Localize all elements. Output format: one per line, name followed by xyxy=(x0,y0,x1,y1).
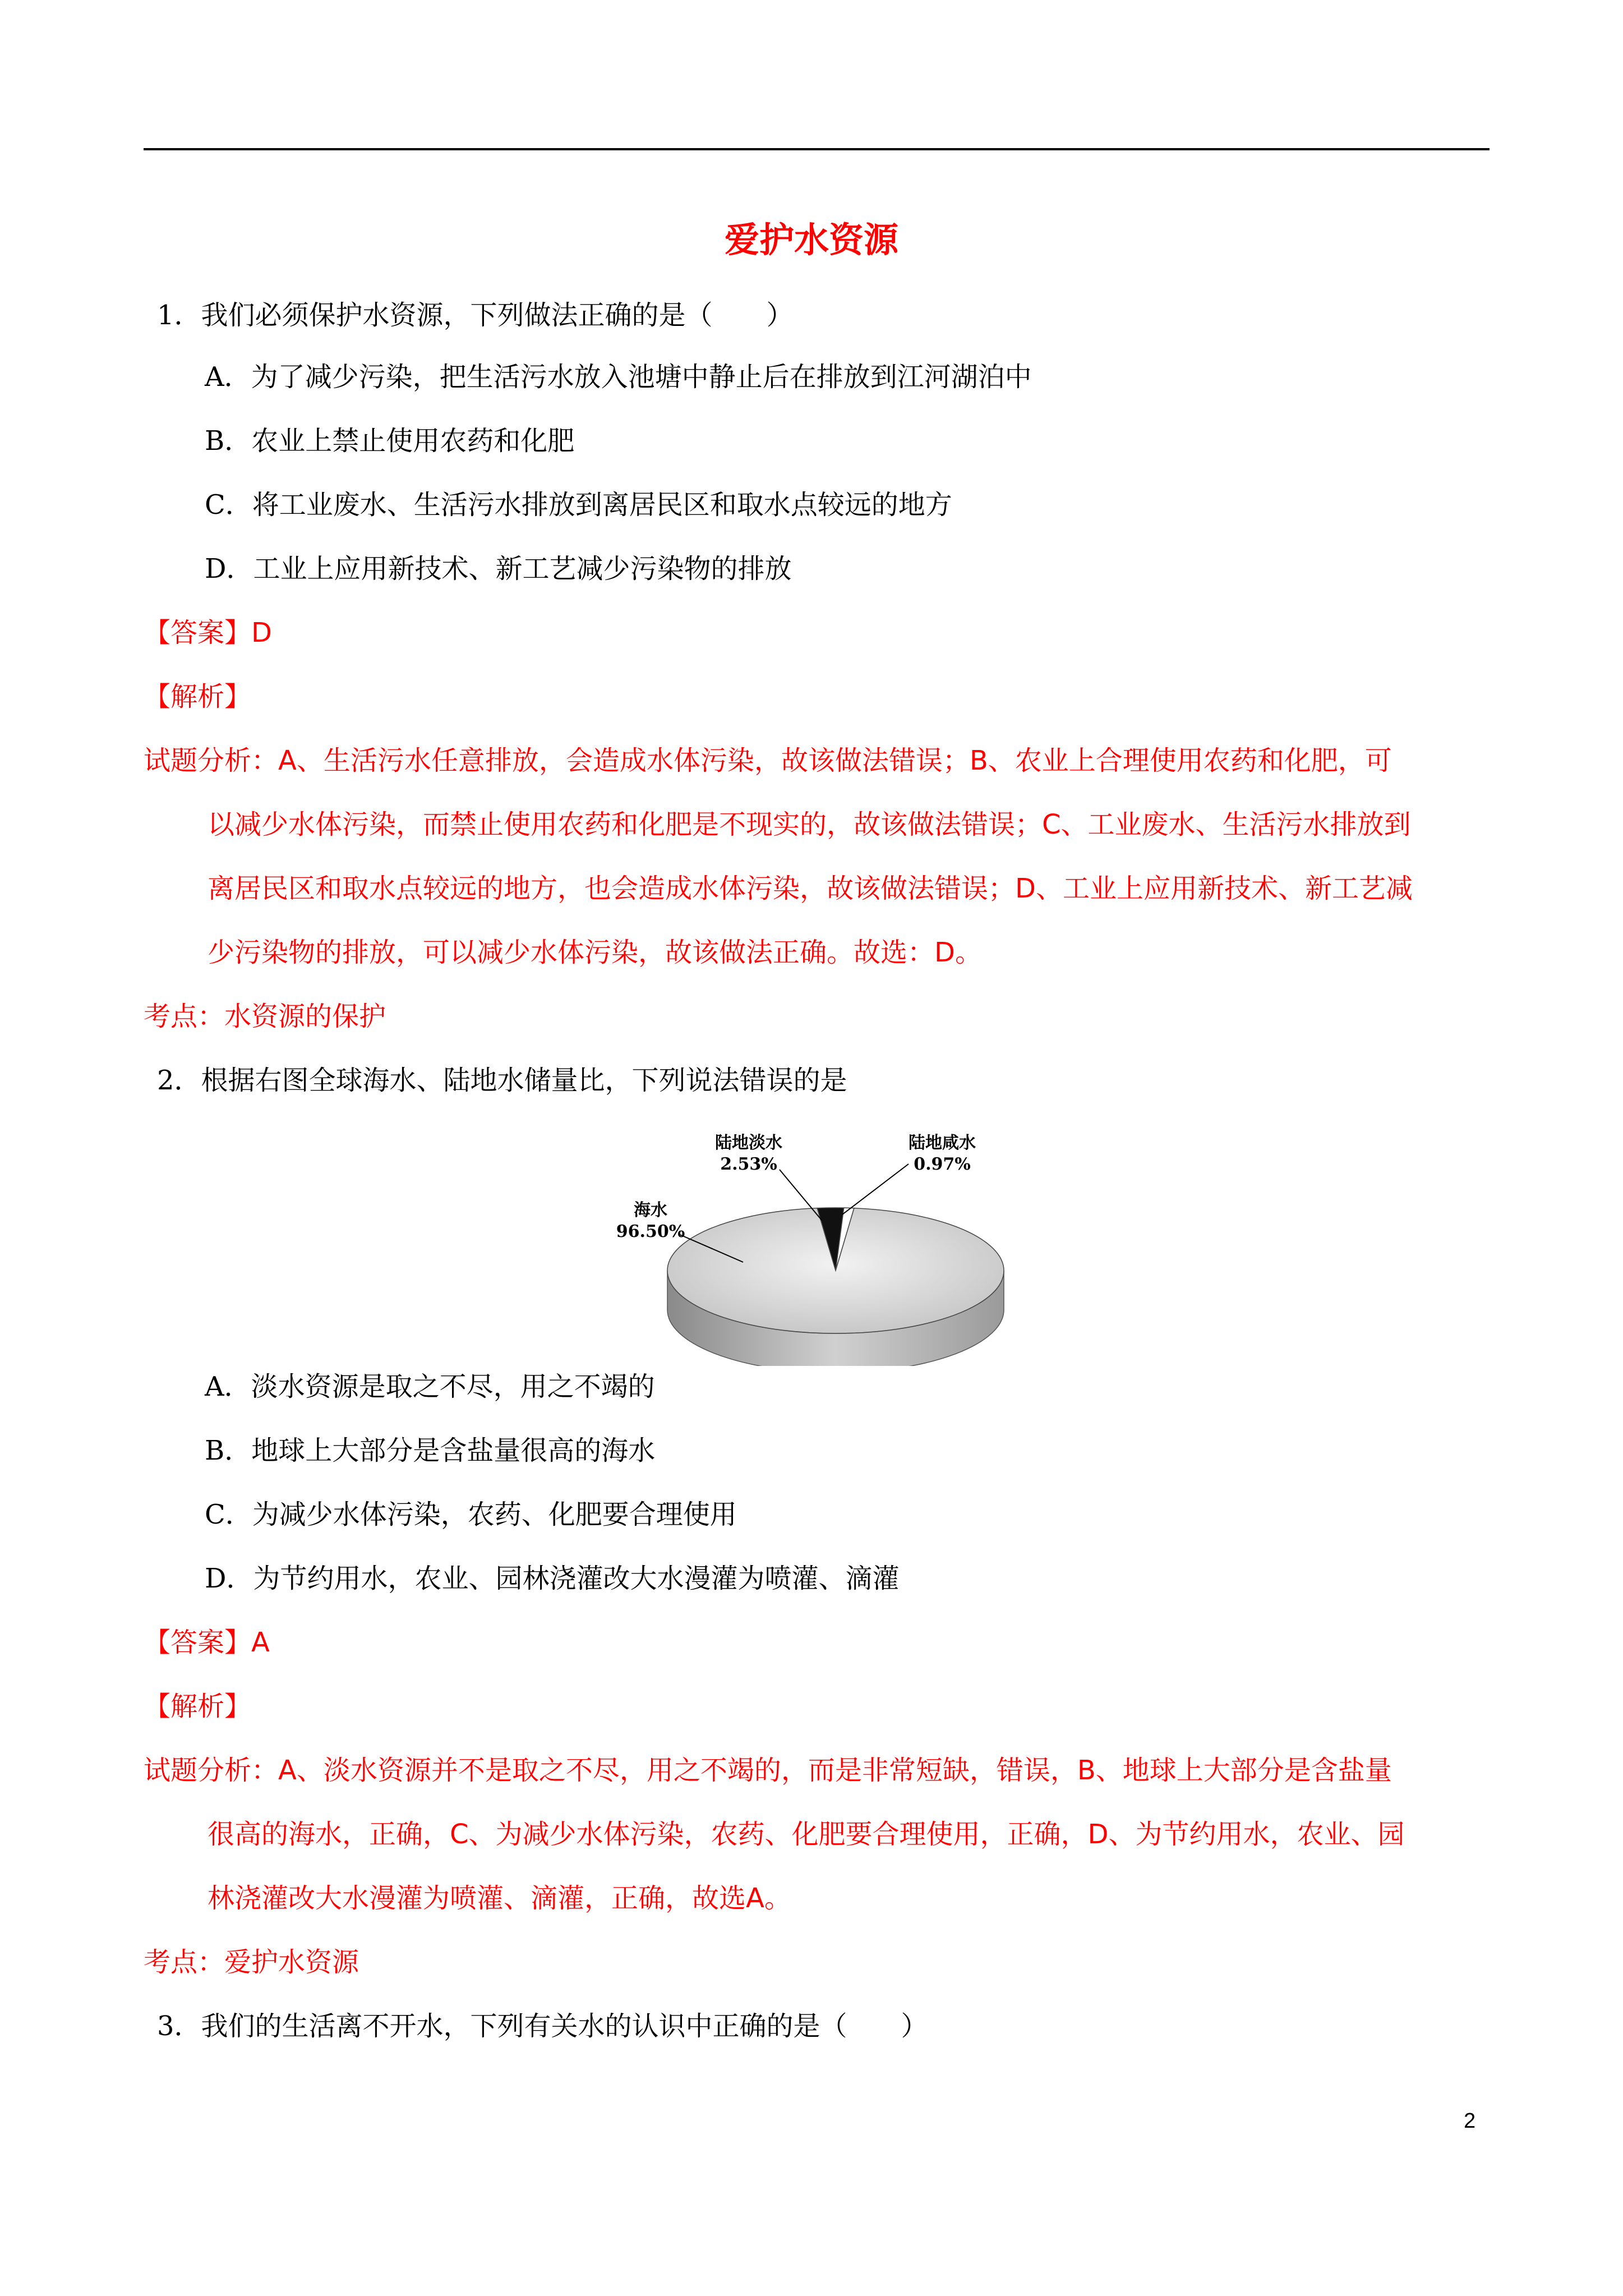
question-1-option-a: A．为了减少污染，把生活污水放入池塘中静止后在排放到江河湖泊中 xyxy=(205,361,1032,393)
question-2-stem: 2．根据右图全球海水、陆地水储量比，下列说法错误的是 xyxy=(157,1065,847,1096)
pie-top xyxy=(667,1208,1004,1333)
question-2-analysis-label: 【解析】 xyxy=(144,1691,252,1722)
question-1-stem: 1．我们必须保护水资源，下列做法正确的是（ ） xyxy=(157,300,794,331)
question-3-stem: 3．我们的生活离不开水，下列有关水的认识中正确的是（ ） xyxy=(157,2010,928,2042)
question-1-analysis-label: 【解析】 xyxy=(144,681,252,712)
question-2-option-d: D．为节约用水，农业、园林浇灌改大水漫灌为喷灌、滴灌 xyxy=(205,1563,900,1594)
answer-value: A xyxy=(251,1627,270,1658)
pie-label: 陆地淡水 xyxy=(715,1133,782,1153)
question-2-analysis-line: 很高的海水，正确，C、为减少水体污染，农药、化肥要合理使用，正确，D、为节约用水，农业、园 xyxy=(208,1819,1405,1850)
pie-label: 0.97% xyxy=(914,1154,971,1174)
question-1-option-c: C．将工业废水、生活污水排放到离居民区和取水点较远的地方 xyxy=(205,489,952,521)
page-number: 2 xyxy=(1464,2109,1476,2133)
question-1-option-d: D．工业上应用新技术、新工艺减少污染物的排放 xyxy=(205,553,792,585)
question-2-answer xyxy=(0,1625,1623,1660)
question-1-option-b: B．农业上禁止使用农药和化肥 xyxy=(205,425,575,457)
question-1-answer xyxy=(0,615,1623,651)
water-storage-pie-chart xyxy=(611,1130,1015,1366)
question-2-option-b: B．地球上大部分是含盐量很高的海水 xyxy=(205,1435,656,1466)
question-1-analysis-line: 试题分析：A、生活污水任意排放，会造成水体污染，故该做法错误；B、农业上合理使用农药和化肥，可 xyxy=(144,745,1392,776)
answer-label: 【答案】 xyxy=(144,1627,252,1658)
question-1-kaodian: 考点：水资源的保护 xyxy=(144,1001,386,1032)
pie-label: 海水 xyxy=(634,1200,667,1220)
question-2-kaodian: 考点：爱护水资源 xyxy=(144,1947,359,1978)
pie-leader-line xyxy=(842,1164,909,1214)
question-1-analysis-line: 离居民区和取水点较远的地方，也会造成水体污染，故该做法错误；D、工业上应用新技术、新工艺减 xyxy=(208,873,1413,904)
question-1-analysis-line: 少污染物的排放，可以减少水体污染，故该做法正确。故选：D。 xyxy=(208,937,982,968)
pie-label: 陆地咸水 xyxy=(909,1133,976,1153)
header-rule xyxy=(144,148,1490,150)
question-2-analysis-line: 试题分析：A、淡水资源并不是取之不尽，用之不竭的，而是非常短缺，错误，B、地球上大部分是含盐量 xyxy=(144,1755,1392,1786)
answer-label: 【答案】 xyxy=(144,617,252,648)
pie-label: 96.50% xyxy=(616,1222,685,1241)
question-2-option-a: A．淡水资源是取之不尽，用之不竭的 xyxy=(205,1371,655,1402)
answer-value: D xyxy=(251,617,272,648)
question-2-analysis-line: 林浇灌改大水漫灌为喷灌、滴灌，正确，故选A。 xyxy=(208,1883,791,1914)
page-title: 爱护水资源 xyxy=(724,219,898,260)
pie-label: 2.53% xyxy=(720,1154,777,1174)
question-1-analysis-line: 以减少水体污染，而禁止使用农药和化肥是不现实的，故该做法错误；C、工业废水、生活污水排放到 xyxy=(208,809,1411,840)
question-2-option-c: C．为减少水体污染，农药、化肥要合理使用 xyxy=(205,1499,737,1530)
